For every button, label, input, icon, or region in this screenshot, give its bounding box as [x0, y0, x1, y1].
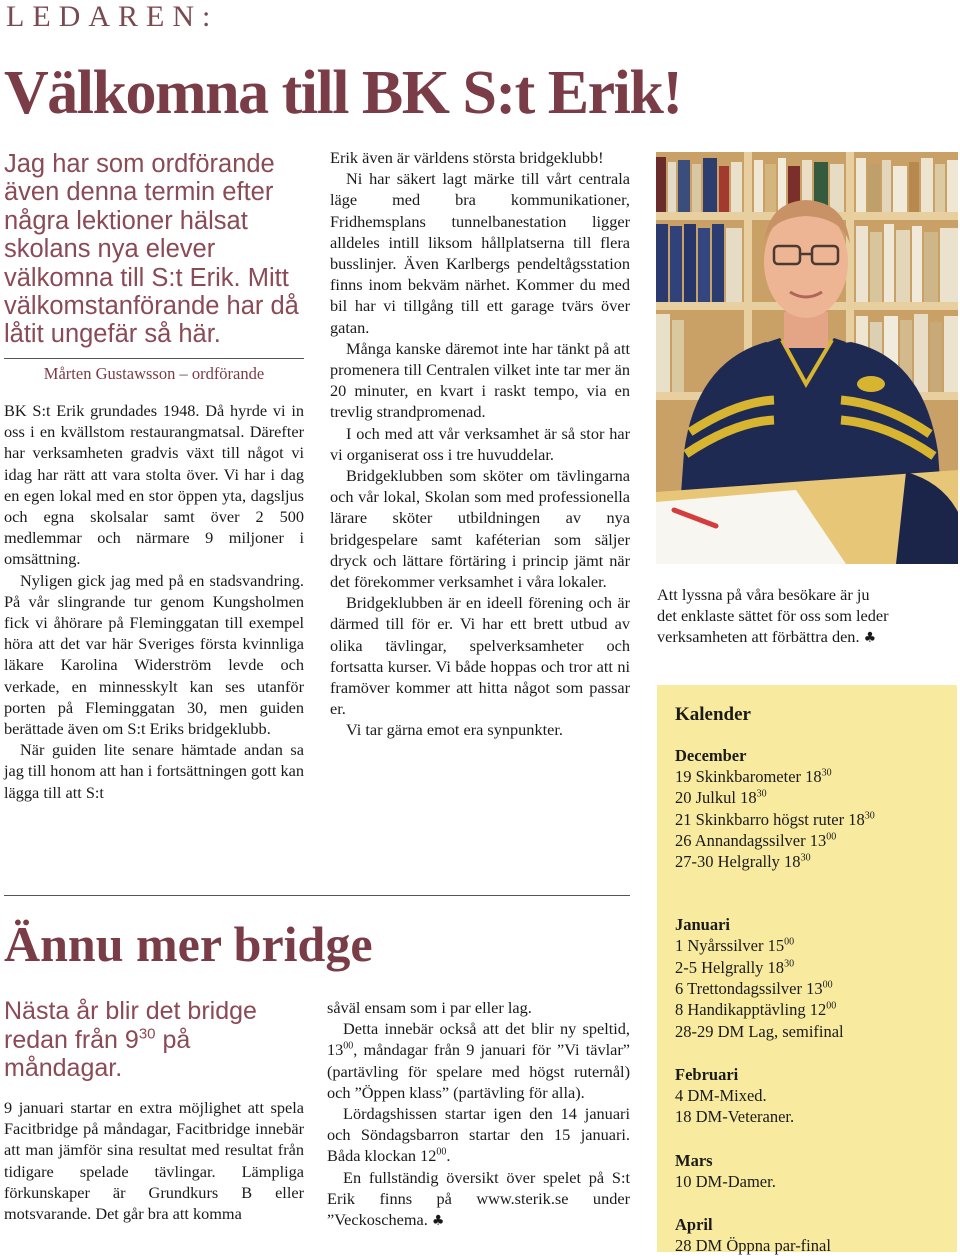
calendar-event — [675, 787, 949, 808]
lead2-text: Nästa år blir det bridge redan från 9 — [4, 997, 257, 1054]
paragraph: Bridgeklubben är en ideell förening och är därmed till för er. Vi har ett brett utbud av olika tävlingar, spelverksamheter och fortsatta kurser. Vi både hoppas och tror att ni framöver kommer att hitta något som passar er. — [330, 593, 630, 719]
paragraph-text: Lördagshissen startar igen den 14 januari och Söndagsbarron startar den 15 januari. Båda klockan 12 — [327, 1104, 630, 1166]
event-text: 27-30 Helgrally 18 — [675, 852, 801, 872]
lead-paragraph: Jag har som ordförande även denna termin efter några lektioner hälsat skolans nya elever välkomna till S:t Erik. Mitt välkomstanförande har då låtit ungefär så här. — [4, 150, 299, 349]
event-time-sup: 30 — [821, 767, 832, 779]
calendar-month-december: December — [675, 746, 747, 765]
lead2-time-sup: 30 — [138, 1025, 156, 1043]
calendar-event — [675, 1021, 949, 1042]
calendar-event: 10 DM-Damer. — [675, 1171, 776, 1191]
paragraph: 9 januari startar en extra möjlighet att spela Facitbridge på måndagar, Facitbridge innebär att man jämför sina resultat med resultat från tidigare spelade tävlingar. Lämpliga förkunskaper är Grundkurs B eller motsvarande. Det går bra att komma — [4, 1098, 304, 1224]
event-text: 2-5 Helgrally 18 — [675, 957, 785, 977]
event-text: 19 Skinkbarometer 18 — [675, 767, 822, 786]
section-kicker: LEDAREN: — [6, 0, 219, 33]
calendar-event — [675, 957, 949, 978]
paragraph: Erik även är världens största bridgeklubb! — [330, 148, 604, 167]
paragraph — [327, 1103, 630, 1167]
paragraph: Ni har säkert lagt märke till vårt centrala läge med bra kommunikationer, Fridhemsplans tunnelbanestation ligger alldeles intill liksom hållplatserna till flera busslinjer. Även Karlbergs pendeltågsstation finns inom bekväm närhet. Kommer du med bil har vi tillgång till ett garage tvärs över gatan. — [330, 169, 630, 337]
caption-line: det enklaste sättet för oss som leder — [657, 606, 889, 626]
calendar-event: 28 DM Öppna par-final — [675, 1235, 831, 1255]
paragraph: Vi tar gärna emot era synpunkter. — [346, 720, 563, 740]
calendar-event: 18 DM-Veteraner. — [675, 1107, 795, 1127]
event-time-sup: 00 — [826, 831, 837, 843]
event-time-sup: 30 — [800, 852, 811, 864]
chairman-photo-illustration — [656, 152, 958, 564]
calendar-event — [675, 935, 949, 956]
paragraph: I och med att vår verksamhet är så stor har vi organiserat oss i tre huvuddelar. — [330, 423, 630, 464]
calendar-month-mars: Mars — [675, 1150, 713, 1170]
lead2-text-end: på måndagar. — [4, 1025, 191, 1082]
club-icon: ♣ — [863, 630, 877, 647]
section-divider — [4, 895, 630, 896]
caption-line — [657, 626, 960, 649]
headline-2: Ännu mer bridge — [4, 916, 373, 972]
event-text: 28-29 DM Lag, semifinal — [675, 1021, 844, 1041]
calendar-event — [675, 766, 949, 787]
event-time-sup: 00 — [822, 979, 833, 991]
event-text: 1 Nyårssilver 15 — [675, 936, 785, 956]
paragraph: När guiden lite senare hämtade andan sa jag till honom att han i fortsättningen gott kan lägga till att S:t — [4, 740, 304, 802]
calendar-month-februari: Februari — [675, 1064, 739, 1084]
calendar-month-april: April — [675, 1214, 713, 1234]
calendar-event — [675, 999, 949, 1020]
paragraph — [327, 1167, 630, 1233]
event-text: 8 Handikapptävling 12 — [675, 1000, 827, 1020]
article2-column-2 — [327, 997, 630, 1232]
caption-line-text: verksamheten att förbättra den. — [657, 627, 860, 647]
lead-paragraph-2 — [4, 997, 304, 1083]
paragraph: Bridgeklubben som sköter om tävlingarna och vår lokal, Skolan som med professionella lärare sköter utbildningen av nya bridgespelare samt kaféterian som säljer dryck och lättare förtäring i princip jämt när det förekommer verksamhet i våra lokaler. — [330, 466, 630, 592]
event-time-sup: 00 — [826, 1000, 837, 1012]
headline: Välkomna till BK S:t Erik! — [4, 59, 682, 127]
club-icon: ♣ — [431, 1213, 445, 1230]
paragraph-text: Detta innebär också att det blir ny speltid, 13 — [327, 1019, 630, 1060]
event-time-sup: 30 — [756, 788, 767, 800]
calendar-event — [675, 809, 949, 830]
event-text: 26 Annandagssilver 13 — [675, 830, 827, 850]
paragraph-text-end: , måndagar från 9 januari för ”Vi tävlar” (partävling för spelare med högst ruternål) och ”Öppen klass” (partävling för alla). — [327, 1040, 630, 1102]
article2-column-1 — [4, 1097, 304, 1224]
calendar-title: Kalender — [675, 704, 751, 725]
event-text: 6 Trettondagssilver 13 — [675, 979, 823, 999]
chairman-photo — [656, 152, 958, 564]
time-sup: 00 — [436, 1147, 447, 1158]
event-time-sup: 30 — [784, 958, 795, 970]
photo-caption — [657, 584, 960, 650]
caption-line: Att lyssna på våra besökare är ju — [657, 585, 870, 604]
calendar-month-januari: Januari — [675, 915, 731, 935]
byline-divider — [4, 358, 304, 359]
paragraph: Många kanske däremot inte har tänkt på att promenera till Centralen vilket inte tar mer än 20 minuter, en kvart i raskt tempo, via en trevlig strandpromenad. — [330, 338, 630, 422]
paragraph — [327, 1018, 630, 1103]
paragraph: såväl ensam som i par eller lag. — [327, 998, 532, 1017]
calendar-event — [675, 830, 949, 851]
paragraph: BK S:t Erik grundades 1948. Då hyrde vi in oss i en kvällstom restaurangmatsal. Därefter har verksamheten gradvis växt till något vi idag har rätt att vara stolta över. Vi har i dag en egen lokal med en stor öppen yta, dagsljus och egna skolsalar samt över 2 500 medlemmar och närmare 9 miljoner i omsättning. — [4, 401, 304, 569]
paragraph: Nyligen gick jag med på en stadsvandring. På vår slingrande tur genom Kungsholmen fick vi åhörare på Fleminggatan till exempel höra att det var här Sveriges första kvinnliga läkare Karolina Widerström levde och verkade, en minnesskylt kan ses utanför porten på Fleminggatan 30, men guiden berättade även om S:t Eriks bridgeklubb. — [4, 570, 304, 739]
calendar-event — [675, 851, 949, 872]
byline: Mårten Gustawsson – ordförande — [43, 364, 265, 383]
article-column-2 — [330, 147, 630, 741]
event-text: 21 Skinkbarro högst ruter 18 — [675, 809, 865, 829]
event-text: 20 Julkul 18 — [675, 788, 757, 808]
event-time-sup: 30 — [864, 810, 875, 822]
time-sup: 00 — [343, 1040, 354, 1052]
calendar-box — [657, 685, 957, 1255]
calendar-event: 4 DM-Mixed. — [675, 1085, 767, 1105]
article-column-1 — [4, 400, 304, 803]
paragraph-text-end: . — [446, 1146, 451, 1166]
calendar-event — [675, 978, 949, 999]
event-time-sup: 00 — [784, 936, 795, 948]
paragraph-text: En fullständig översikt över spelet på S:t Erik finns på www.sterik.se under ”Veckoschema. — [327, 1167, 630, 1230]
